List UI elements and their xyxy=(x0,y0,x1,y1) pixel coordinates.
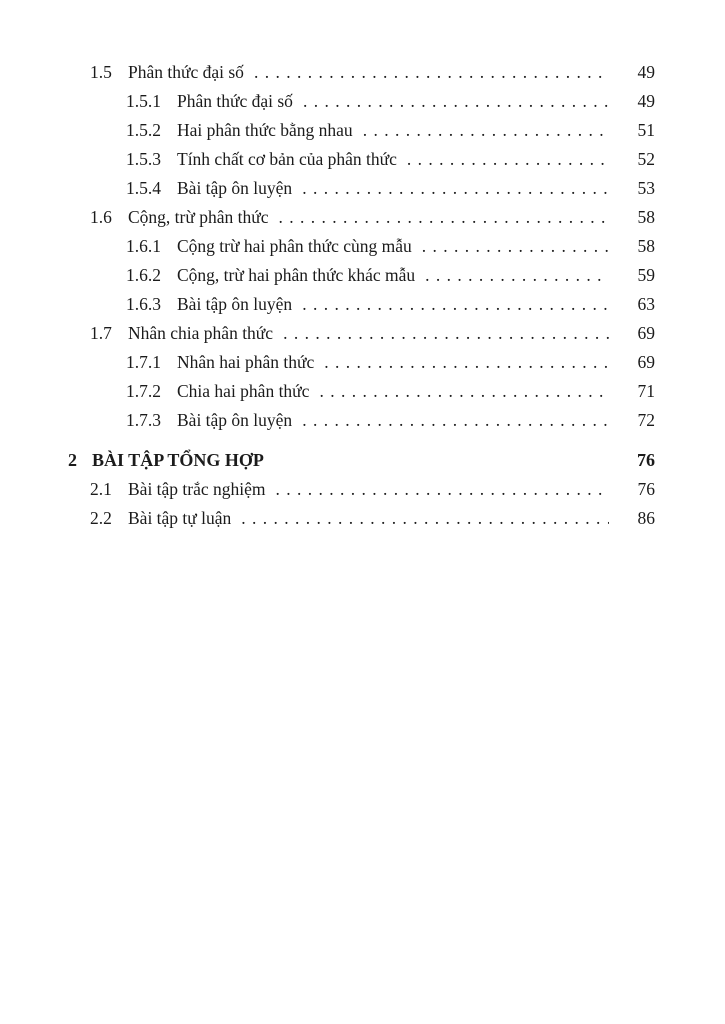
toc-entry-page: 86 xyxy=(637,508,655,528)
toc-entry-title: Nhân chia phân thức xyxy=(128,323,274,343)
toc-entry-page: 76 xyxy=(637,450,655,470)
toc-entry-page: 51 xyxy=(637,120,655,140)
toc-entry-number: 1.7.3 xyxy=(126,410,161,430)
toc-entry-number: 2 xyxy=(68,450,77,470)
toc-entry-page: 52 xyxy=(637,149,655,169)
toc-entry-number: 1.5 xyxy=(90,62,112,82)
toc-entry[interactable] xyxy=(68,446,655,475)
toc-entry-title: Bài tập ôn luyện xyxy=(177,178,293,198)
dot-leader xyxy=(319,377,609,406)
toc-entry[interactable] xyxy=(126,348,655,377)
toc-entry-title: Bài tập tự luận xyxy=(128,508,232,528)
toc-entry-page: 59 xyxy=(637,265,655,285)
dot-leader xyxy=(283,319,609,348)
toc-entry-number: 1.7.1 xyxy=(126,352,161,372)
toc-entry-page: 72 xyxy=(637,410,655,430)
dot-leader xyxy=(407,145,609,174)
toc-entry-number: 2.2 xyxy=(90,508,112,528)
toc-entry-number: 1.5.4 xyxy=(126,178,161,198)
toc-entry-number: 1.5.3 xyxy=(126,149,161,169)
toc-entry[interactable] xyxy=(126,174,655,203)
toc-entry-page: 76 xyxy=(637,479,655,499)
toc-entry-page: 49 xyxy=(637,91,655,111)
toc-entry-title: Tính chất cơ bản của phân thức xyxy=(177,149,397,169)
toc-entry-number: 1.6.3 xyxy=(126,294,161,314)
dot-leader xyxy=(302,406,609,435)
dot-leader xyxy=(363,116,609,145)
toc-entry-title: Phân thức đại số xyxy=(128,62,244,82)
toc-entry[interactable] xyxy=(90,203,655,232)
toc-entry[interactable] xyxy=(126,87,655,116)
toc-entry[interactable] xyxy=(126,261,655,290)
toc-entry[interactable] xyxy=(126,116,655,145)
toc-entry-number: 2.1 xyxy=(90,479,112,499)
toc-entry[interactable] xyxy=(90,475,655,504)
dot-leader xyxy=(303,87,609,116)
toc-entry-page: 63 xyxy=(637,294,655,314)
toc-entry[interactable] xyxy=(126,145,655,174)
dot-leader xyxy=(241,504,609,533)
toc-entry-title: Bài tập ôn luyện xyxy=(177,294,293,314)
toc-entry[interactable] xyxy=(90,504,655,533)
toc-entry-page: 58 xyxy=(637,207,655,227)
toc-entry-title: Phân thức đại số xyxy=(177,91,293,111)
dot-leader xyxy=(276,475,609,504)
toc-entry-page: 69 xyxy=(637,352,655,372)
dot-leader xyxy=(278,203,609,232)
toc-entry[interactable] xyxy=(126,232,655,261)
toc-entry-title: Chia hai phân thức xyxy=(177,381,310,401)
toc-entry-page: 53 xyxy=(637,178,655,198)
toc-entry[interactable] xyxy=(126,290,655,319)
toc-entry-title: Hai phân thức bằng nhau xyxy=(177,120,353,140)
dot-leader xyxy=(254,58,609,87)
toc-entry[interactable] xyxy=(90,319,655,348)
dot-leader xyxy=(422,232,609,261)
dot-leader xyxy=(302,290,609,319)
toc-entry-title: Cộng, trừ phân thức xyxy=(128,207,269,227)
toc-entry-title: Cộng trừ hai phân thức cùng mẫu xyxy=(177,236,412,256)
toc-entry[interactable] xyxy=(126,406,655,435)
toc-entry-page: 58 xyxy=(637,236,655,256)
toc-entry-number: 1.5.2 xyxy=(126,120,161,140)
toc-entry-number: 1.6.2 xyxy=(126,265,161,285)
dot-leader xyxy=(302,174,609,203)
toc-entry-number: 1.5.1 xyxy=(126,91,161,111)
toc-entry-page: 71 xyxy=(637,381,655,401)
toc-list xyxy=(68,58,655,533)
toc-entry-page: 49 xyxy=(637,62,655,82)
toc-entry-number: 1.7.2 xyxy=(126,381,161,401)
dot-leader xyxy=(425,261,609,290)
toc-entry-number: 1.6.1 xyxy=(126,236,161,256)
toc-entry-page: 69 xyxy=(637,323,655,343)
toc-entry-title: Bài tập trắc nghiệm xyxy=(128,479,266,499)
toc-entry[interactable] xyxy=(126,377,655,406)
toc-entry[interactable] xyxy=(90,58,655,87)
toc-entry-number: 1.7 xyxy=(90,323,112,343)
toc-entry-number: 1.6 xyxy=(90,207,112,227)
dot-leader xyxy=(324,348,609,377)
toc-entry-title: Nhân hai phân thức xyxy=(177,352,315,372)
toc-entry-title: Cộng, trừ hai phân thức khác mẫu xyxy=(177,265,416,285)
toc-entry-title: BÀI TẬP TỔNG HỢP xyxy=(92,450,264,470)
toc-entry-title: Bài tập ôn luyện xyxy=(177,410,293,430)
